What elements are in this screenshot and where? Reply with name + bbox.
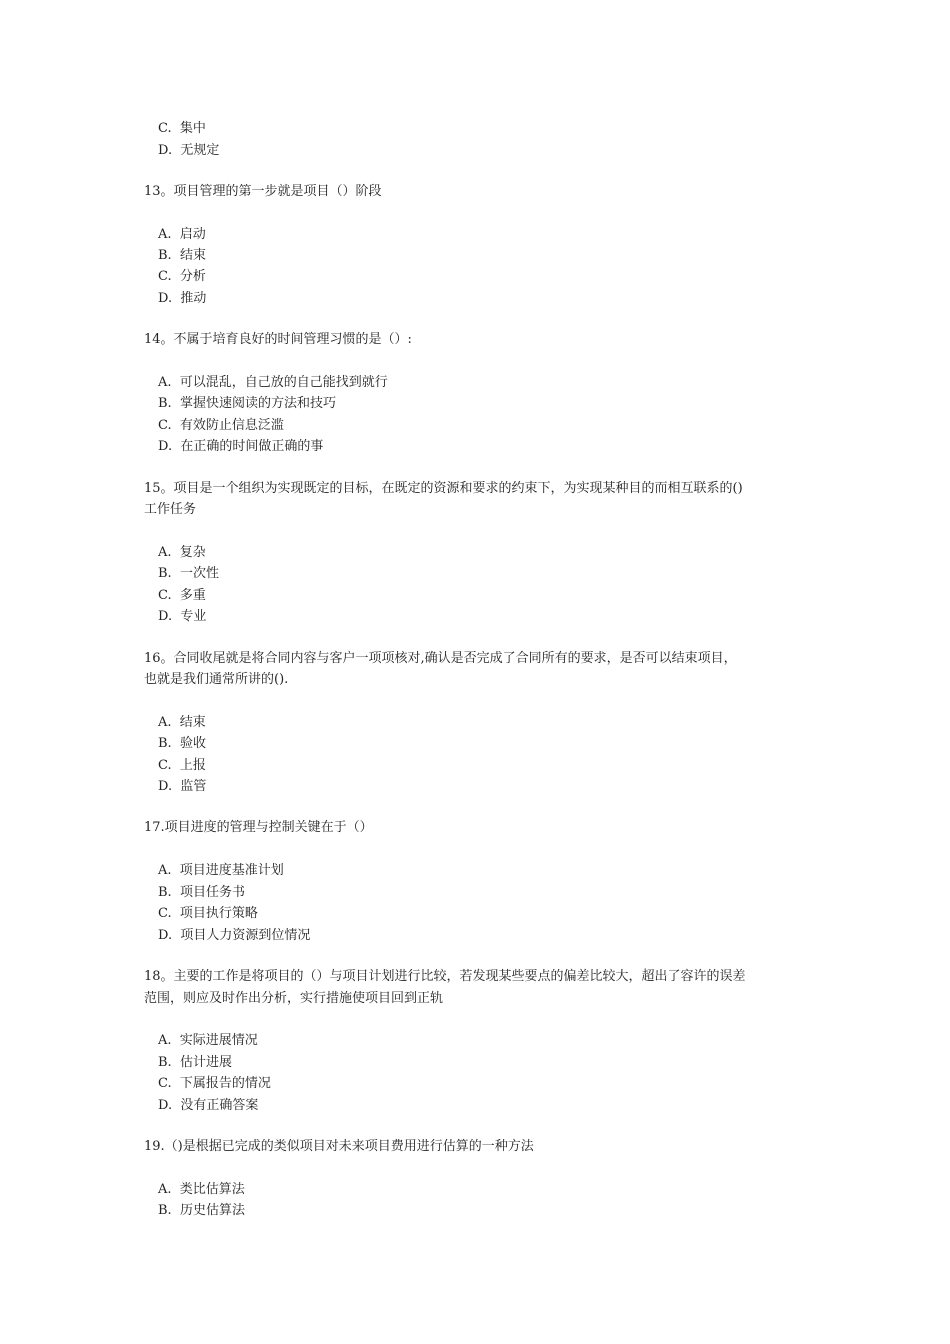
q13-option-a: A. 启动 [158,227,206,242]
q14-option-b: B. 掌握快速阅读的方法和技巧 [158,396,336,411]
q17-option-c: C. 项目执行策略 [158,906,258,921]
q14-option-a: A. 可以混乱，自己放的自己能找到就行 [158,375,388,390]
question-16-text-line-1: 16。合同收尾就是将合同内容与客户一项项核对,确认是否完成了合同所有的要求，是否可以结束项目， [144,651,737,666]
q14-option-d: D. 在正确的时间做正确的事 [158,439,324,454]
q15-option-c: C. 多重 [158,588,206,603]
q15-option-b: B. 一次性 [158,566,219,581]
q16-option-a: A. 结束 [158,715,206,730]
q16-option-c: C. 上报 [158,758,206,773]
q13-option-b: B. 结束 [158,248,206,263]
q15-option-a: A. 复杂 [158,545,206,560]
option-d: D. 无规定 [158,143,220,158]
question-15-text-line-2: 工作任务 [144,502,197,517]
question-16-text-line-2: 也就是我们通常所讲的(). [144,672,289,687]
q17-option-a: A. 项目进度基准计划 [158,863,284,878]
question-18-text-line-1: 18。主要的工作是将项目的（）与项目计划进行比较，若发现某些要点的偏差比较大，超出了容许的误差 [144,969,746,984]
q18-option-c: C. 下属报告的情况 [158,1076,271,1091]
question-13-text: 13。项目管理的第一步就是项目（）阶段 [144,184,382,199]
question-19-text: 19.（)是根据已完成的类似项目对未来项目费用进行估算的一种方法 [144,1139,534,1154]
question-17-text: 17.项目进度的管理与控制关键在于（） [144,820,373,835]
q18-option-d: D. 没有正确答案 [158,1098,259,1113]
question-18-text-line-2: 范围，则应及时作出分析，实行措施使项目回到正轨 [144,991,444,1006]
option-c: C. 集中 [158,121,206,136]
q13-option-c: C. 分析 [158,269,206,284]
q17-option-d: D. 项目人力资源到位情况 [158,928,311,943]
q16-option-d: D. 监管 [158,779,207,794]
q17-option-b: B. 项目任务书 [158,885,245,900]
q18-option-a: A. 实际进展情况 [158,1033,258,1048]
q14-option-c: C. 有效防止信息泛滥 [158,418,284,433]
question-15-text-line-1: 15。项目是一个组织为实现既定的目标，在既定的资源和要求的约束下，为实现某种目的而相互联系的() [144,481,743,496]
q15-option-d: D. 专业 [158,609,207,624]
q16-option-b: B. 验收 [158,736,206,751]
q18-option-b: B. 估计进展 [158,1055,232,1070]
q19-option-b: B. 历史估算法 [158,1203,245,1218]
question-14-text: 14。不属于培育良好的时间管理习惯的是（）: [144,332,412,347]
q19-option-a: A. 类比估算法 [158,1182,245,1197]
q13-option-d: D. 推动 [158,291,207,306]
